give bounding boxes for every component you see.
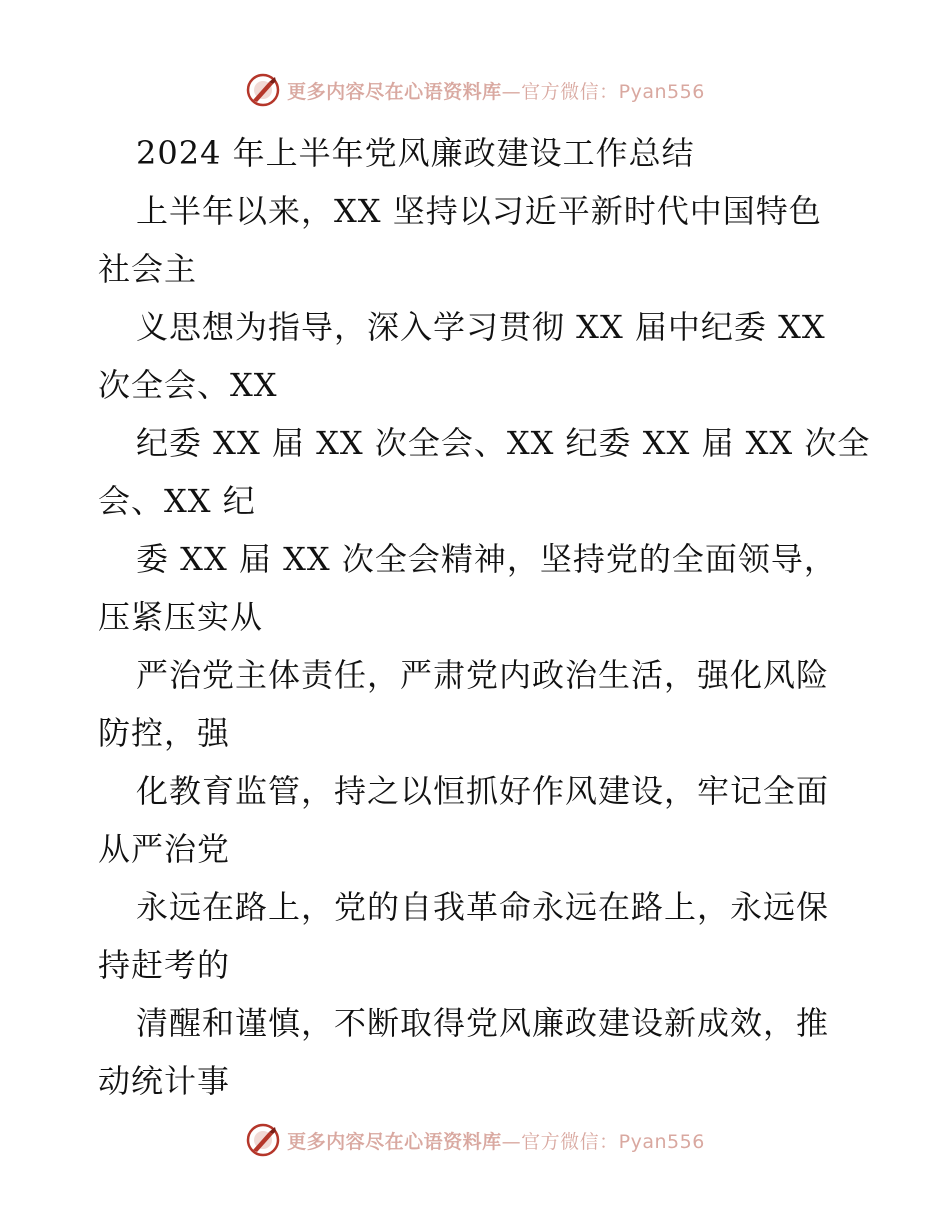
- paragraph-line: 义思想为指导，深入学习贯彻 XX 届中纪委 XX: [136, 308, 826, 346]
- watermark-brand: 更多内容尽在心语资料库: [287, 1130, 502, 1153]
- paragraph-line: 次全会、XX: [98, 366, 278, 404]
- watermark-separator: —: [501, 1130, 522, 1153]
- paragraph-line: 委 XX 届 XX 次全会精神，坚持党的全面领导，: [136, 540, 837, 578]
- watermark-brand: 更多内容尽在心语资料库: [287, 80, 502, 103]
- paragraph-line: 永远在路上，党的自我革命永远在路上，永远保: [136, 888, 830, 926]
- paragraph-line: 化教育监管，持之以恒抓好作风建设，牢记全面: [136, 772, 830, 810]
- paragraph-line: 严治党主体责任，严肃党内政治生活，强化风险: [136, 656, 830, 694]
- paragraph-line: 上半年以来，XX 坚持以习近平新时代中国特色: [136, 192, 822, 230]
- footer-watermark: [0, 1120, 950, 1160]
- paragraph-line: 防控，强: [98, 714, 231, 752]
- paragraph-line: 持赶考的: [98, 946, 231, 984]
- paragraph-line: 压紧压实从: [98, 598, 264, 636]
- header-watermark: [0, 70, 950, 110]
- watermark-contact: 官方微信：Pyan556: [521, 80, 705, 103]
- watermark-separator: —: [501, 80, 522, 103]
- document-title: 2024 年上半年党风廉政建设工作总结: [136, 134, 695, 172]
- pen-logo-icon: [245, 72, 281, 108]
- pen-logo-icon: [245, 1122, 281, 1158]
- paragraph-line: 社会主: [98, 250, 198, 288]
- paragraph-line: 从严治党: [98, 830, 231, 868]
- paragraph-line: 清醒和谨慎，不断取得党风廉政建设新成效，推: [136, 1004, 830, 1042]
- watermark-contact: 官方微信：Pyan556: [521, 1130, 705, 1153]
- paragraph-line: 纪委 XX 届 XX 次全会、XX 纪委 XX 届 XX 次全: [136, 424, 871, 462]
- paragraph-line: 会、XX 纪: [98, 482, 256, 520]
- document-body: [98, 124, 871, 1110]
- paragraph-line: 动统计事: [98, 1062, 231, 1100]
